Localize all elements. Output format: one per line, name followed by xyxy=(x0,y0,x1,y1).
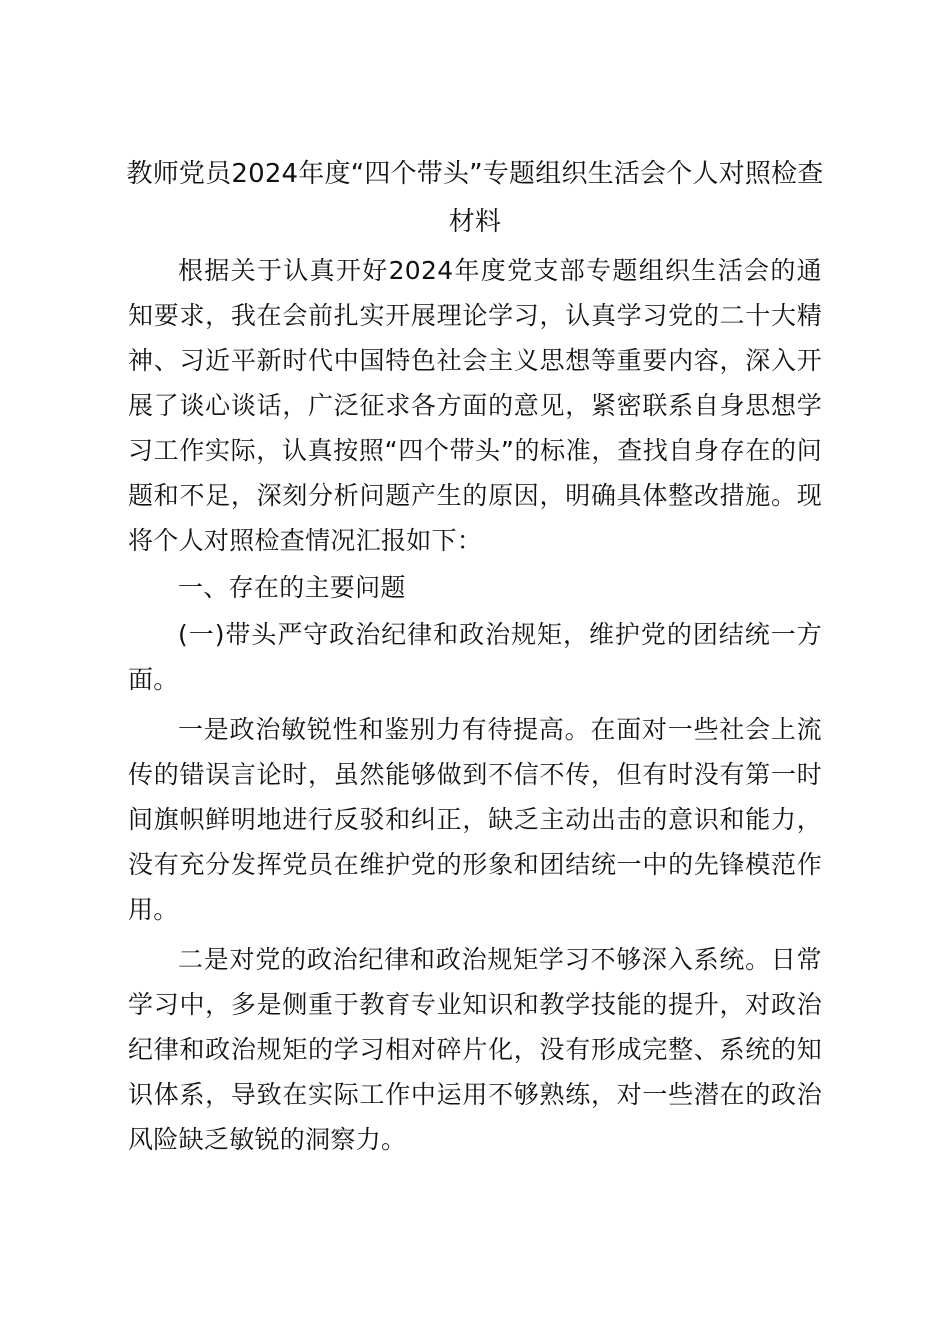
problem-item-2: 二是对党的政治纪律和政治规矩学习不够深入系统。日常学习中，多是侧重于教育专业知识和教学技能的提升，对政治纪律和政治规矩的学习相对碎片化，没有形成完整、系统的知识体系，导致在实际工作中运用不够熟练，对一些潜在的政治风险缺乏敏锐的洞察力。 xyxy=(128,945,822,1154)
problem-item-1: 一是政治敏锐性和鉴别力有待提高。在面对一些社会上流传的错误言论时，虽然能够做到不信不传，但有时没有第一时间旗帜鲜明地进行反驳和纠正，缺乏主动出击的意识和能力，没有充分发挥党员在维护党的形象和团结统一中的先锋模范作用。 xyxy=(128,715,822,924)
intro-paragraph: 根据关于认真开好2024年度党支部专题组织生活会的通知要求，我在会前扎实开展理论学习，认真学习党的二十大精神、习近平新时代中国特色社会主义思想等重要内容，深入开展了谈心谈话，广泛征求各方面的意见，紧密联系自身思想学习工作实际，认真按照“四个带头”的标准，查找自身存在的问题和不足，深刻分析问题产生的原因，明确具体整改措施。现将个人对照检查情况汇报如下： xyxy=(128,256,822,555)
document-body xyxy=(128,150,822,1162)
document-title: 教师党员2024年度“四个带头”专题组织生活会个人对照检查材料 xyxy=(126,159,824,237)
section-heading: 一、存在的主要问题 xyxy=(178,573,406,602)
subsection-heading: (一)带头严守政治纪律和政治规矩，维护党的团结统一方面。 xyxy=(128,620,822,694)
